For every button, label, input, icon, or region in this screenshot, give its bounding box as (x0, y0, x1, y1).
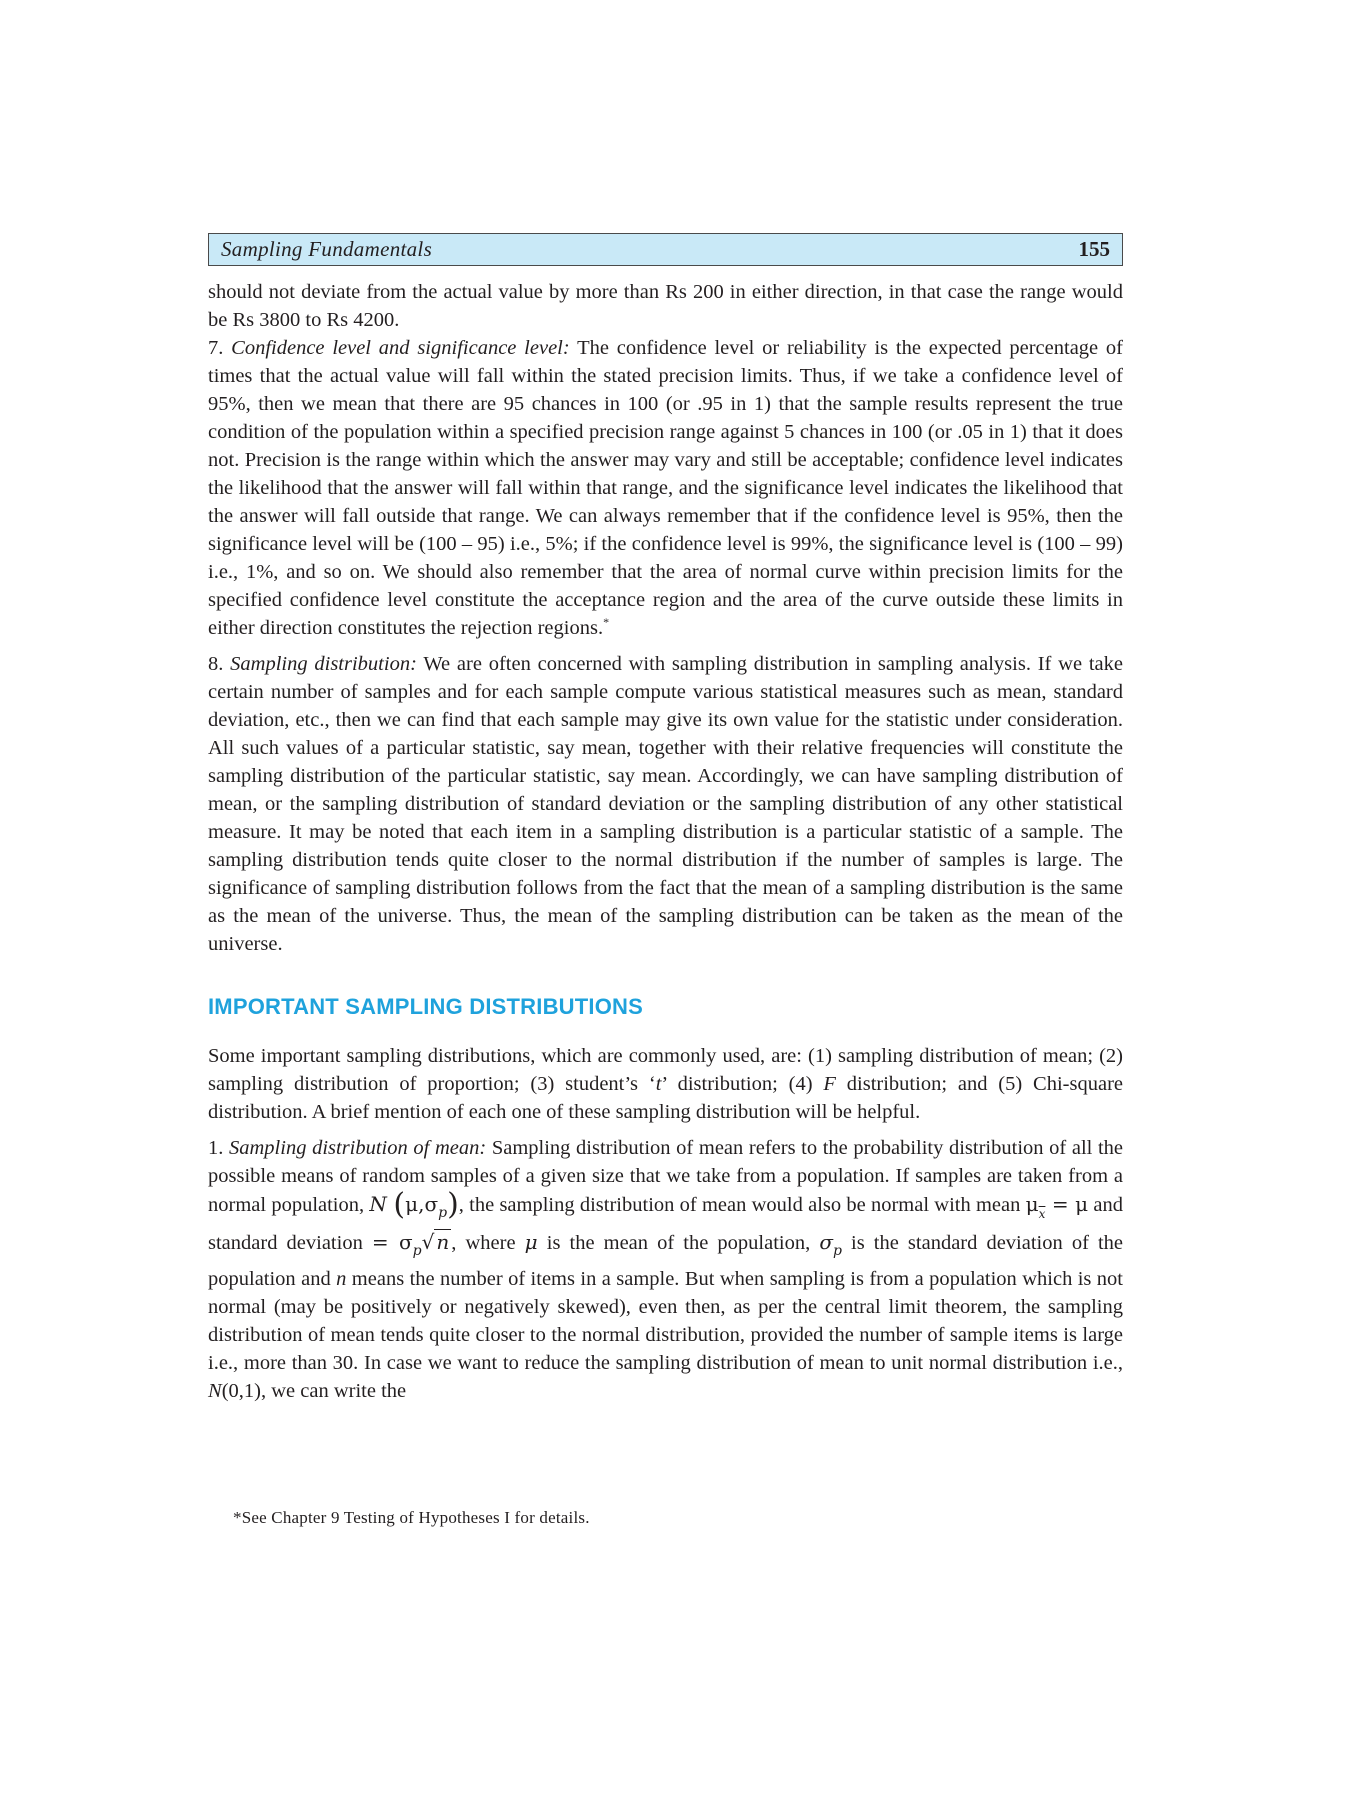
section-intro (208, 1042, 1123, 1126)
mean-xbar-sub: x (1038, 1207, 1046, 1221)
item-1-body-1: Sampling distribution of mean refers to the probability distribution of all the possible means of random samples of a given size that we take from a population. If samples are taken from a normal population, (208, 1137, 1124, 1216)
item-8-sampling-distribution (208, 650, 1123, 958)
item-8-term: Sampling distribution: (230, 653, 417, 675)
section-intro-text-1: Some important sampling distributions, which are commonly used, are: (1) sampling distribution of mean; (2) sampling distribution of proportion; (3) student’s ‘ (208, 1045, 1123, 1095)
item-1-term: Sampling distribution of mean: (229, 1137, 487, 1159)
sqrt-n: √ n (421, 1230, 450, 1254)
sigma-sub-p: p (832, 1243, 842, 1259)
item-1-number: 1. (208, 1137, 224, 1159)
item-7-body: The confidence level or reliability is the expected percentage of times that the actual value will fall within the stated precision limits. Thus, if we take a confidence level of 95%, then we mean that there are 95 chances in 100 (or .95 in 1) that the sample results represent the true condition of the population within a specified precision range against 5 chances in 100 (or .05 in 1) that it does not. Precision is the range within which the answer may vary and still be acceptable; confidence level indicates the likelihood that the answer will fall within that range, and the significance level indicates the likelihood that the answer will fall outside that range. We can always remember that if the confidence level is 95%, then the significance level will be (100 – 95) i.e., 5%; if the confidence level is 99%, the significance level is (100 – 99) i.e., 1%, and so on. We should also remember that the area of normal curve within precision limits for the specified confidence level constitute the acceptance region and the area of the curve outside these limits in either direction constitutes the rejection regions. (208, 337, 1124, 639)
section-heading: IMPORTANT SAMPLING DISTRIBUTIONS (208, 994, 643, 1019)
section-intro-text-3: distribution; and (5) Chi-square distribution. A brief mention of each one of these sampling distribution will be helpful. (208, 1073, 1123, 1123)
chapter-title: Sampling Fundamentals (221, 237, 433, 261)
item-1-body-2: , the sampling distribution of mean would also be normal with mean (458, 1194, 1021, 1216)
footnote: *See Chapter 9 Testing of Hypotheses I for details. (233, 1508, 590, 1527)
mean-mu: μ (1025, 1192, 1039, 1216)
sd-sigma-sub-p: p (412, 1243, 422, 1259)
sd-sigma: σ (399, 1230, 413, 1254)
mu-symbol: μ (524, 1230, 538, 1254)
formula-sigma: σ (424, 1192, 439, 1216)
mean-formula: $\mu_{\overline{x}} = \mu$ (1025, 1192, 1089, 1221)
formula-mu: μ (405, 1192, 419, 1216)
item-8-body: We are often concerned with sampling distribution in sampling analysis. If we take certain number of samples and for each sample compute various statistical measures such as mean, standard deviation, etc., then we can find that each sample may give its own value for the statistic under consideration. All such values of a particular statistic, say mean, together with their relative frequencies will constitute the sampling distribution of the particular statistic, say mean. Accordingly, we can have sampling distribution of mean, or the sampling distribution of standard deviation or the sampling distribution of any other statistical measure. It may be noted that each item in a sampling distribution is a particular statistic of a sample. The sampling distribution tends quite closer to the normal distribution if the number of samples is large. The significance of sampling distribution follows from the fact that the mean of a sampling distribution is the same as the mean of the universe. Thus, the mean of the sampling distribution can be taken as the mean of the universe. (208, 653, 1123, 955)
page (208, 233, 1123, 1413)
paragraph-intro: should not deviate from the actual value by more than Rs 200 in either direction, in that case the range would be Rs 3800 to Rs 4200. (208, 281, 1123, 331)
normal-population-formula: N $(\mu,\sigma_p)$ (369, 1187, 459, 1222)
section-intro-text-2: ’ distribution; (4) (661, 1073, 824, 1095)
running-header (208, 233, 1123, 266)
unit-normal-n: N (208, 1380, 222, 1402)
unit-normal-args: (0,1) (221, 1380, 261, 1402)
item-8-number: 8. (208, 653, 224, 675)
item-1-body-3: and standard deviation (208, 1194, 1123, 1254)
standard-deviation-formula: = $\sigma_p√$ n (371, 1230, 450, 1259)
sigma-p-symbol (819, 1230, 842, 1259)
item-7-confidence-level (208, 334, 1123, 642)
mean-mu-2: μ (1075, 1192, 1089, 1216)
sqrt-radicand: n (436, 1230, 450, 1254)
footnote-mark: * (603, 615, 610, 630)
item-1-sampling-distribution-of-mean (208, 1134, 1123, 1405)
sigma-symbol: σ (819, 1230, 833, 1254)
item-1-body-5: is the mean of the population, (546, 1232, 811, 1254)
page-number: 155 (1078, 237, 1110, 261)
formula-sigma-sub-p: p (438, 1205, 448, 1221)
section-intro-t: t (655, 1073, 662, 1095)
section-intro-f: F (823, 1073, 836, 1095)
item-1-body-4: , where (451, 1232, 516, 1254)
body-text (208, 278, 1123, 1405)
item-7-term: Confidence level and significance level: (231, 337, 570, 359)
item-1-body-6: is the standard deviation of the population and (208, 1232, 1124, 1290)
item-1-body-8: , we can write the (260, 1380, 407, 1402)
item-1-body-7: means the number of items in a sample. But when sampling is from a population which is not normal (may be positively or negatively skewed), even then, as per the central limit theorem, the sampling distribution of mean tends quite closer to the normal distribution, provided the number of sample items is large i.e., more than 30. In case we want to reduce the sampling distribution of mean to unit normal distribution i.e., (208, 1268, 1124, 1374)
item-7-number: 7. (208, 337, 224, 359)
formula-n: N (369, 1192, 387, 1216)
n-symbol: n (336, 1268, 347, 1290)
